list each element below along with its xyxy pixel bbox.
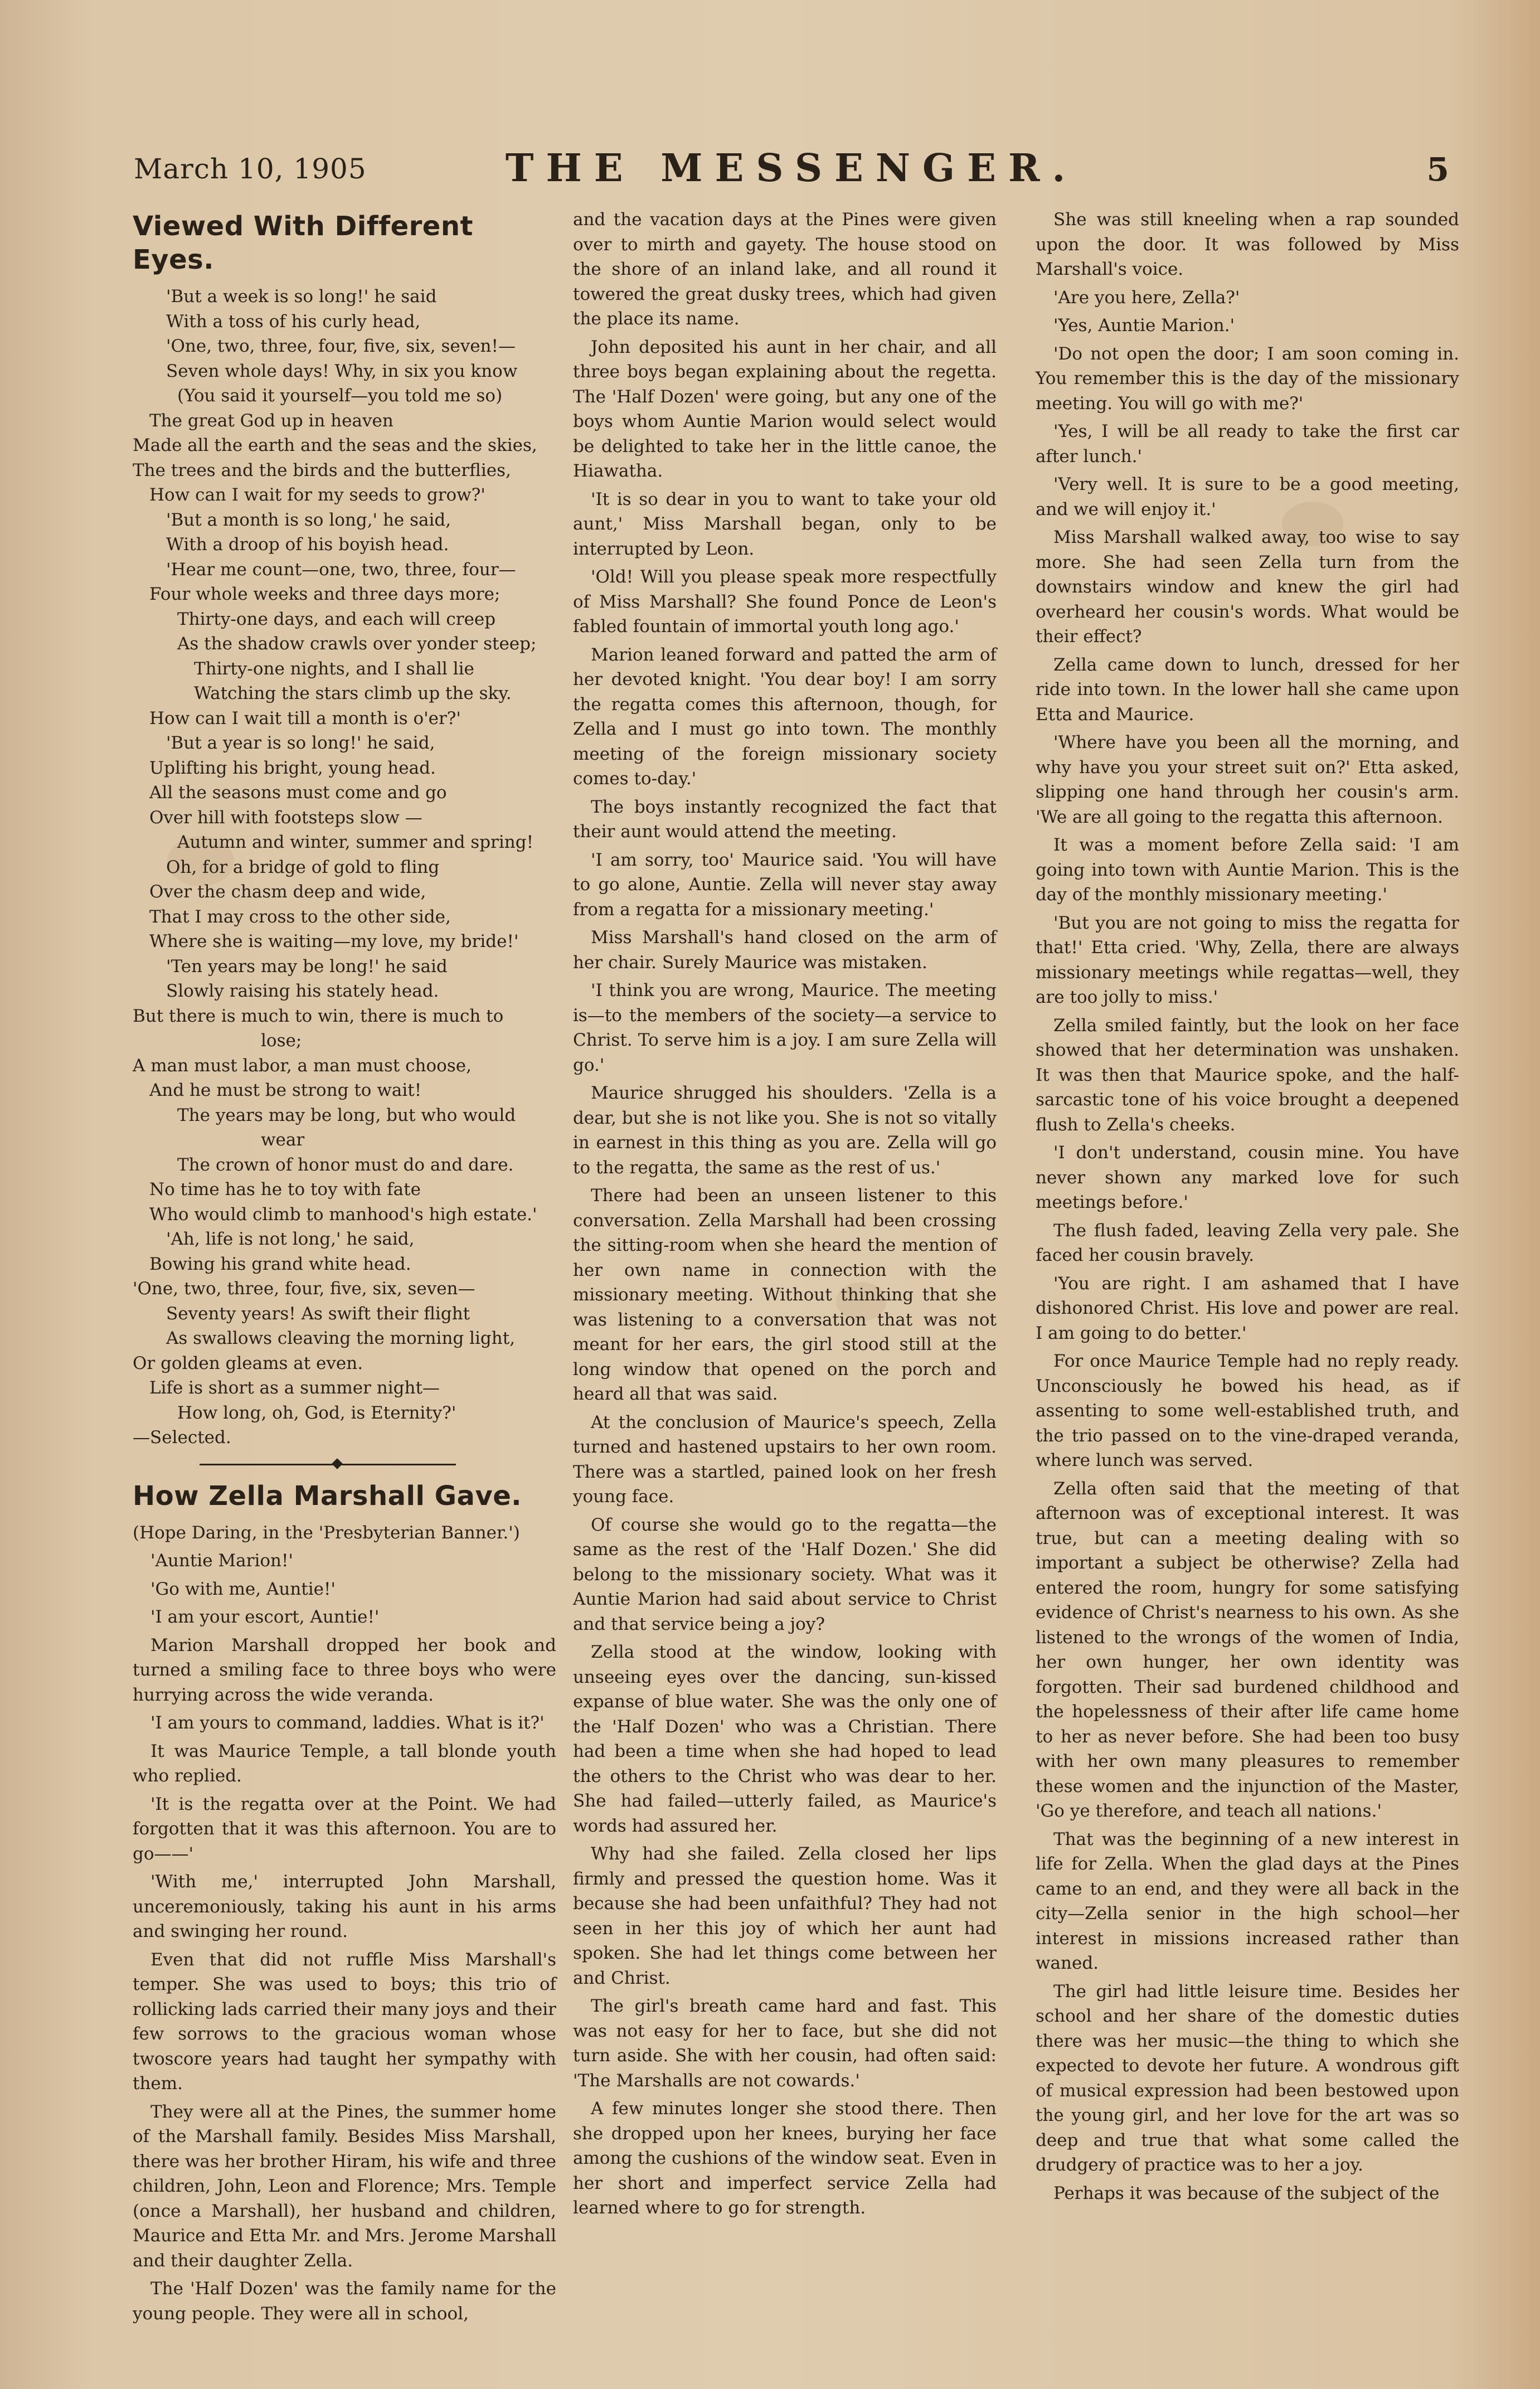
masthead (134, 146, 1449, 191)
poem-line: Thirty-one nights, and I shall lie (194, 658, 474, 679)
poem-line: The years may be long, but who would (177, 1105, 516, 1125)
page-number: 5 (1426, 150, 1449, 188)
poem-line: Thirty-one days, and each will creep (177, 609, 496, 629)
issue-date: March 10, 1905 (134, 153, 367, 185)
story-paragraph: 'I don't understand, cousin mine. You have never shown any marked love for such meetings before.' (1036, 1143, 1459, 1212)
poem-line: 'Hear me count—one, two, three, four— (166, 559, 516, 580)
story-paragraph: 'I think you are wrong, Maurice. The meeting is—to the members of the society—a service to Christ. To serve him is a joy. I am sure Zella will go.' (573, 980, 997, 1075)
poem-line: 'But a month is so long,' he said, (166, 509, 451, 530)
poem-line: As the shadow crawls over yonder steep; (177, 634, 537, 654)
story-paragraph: They were all at the Pines, the summer home of the Marshall family. Besides Miss Marshall, there was her brother Hiram, his wife and three children, John, Leon and Florence; Mrs. Temple (once a Marshall), her husband and children, Maurice and Etta Mr. and Mrs. Jerome Marshall and their daughter Zella. (133, 2101, 556, 2271)
story-paragraph: Zella smiled faintly, but the look on her face showed that her determination was unshaken. It was then that Maurice spoke, and the half-sarcastic tone of his voice brought a deepened flush to Zella's cheeks. (1036, 1015, 1459, 1135)
story-paragraph: Even that did not ruffle Miss Marshall's temper. She was used to boys; this trio of rollicking lads carried their many joys and their few sorrows to the gracious woman whose twoscore years had taught her sympathy with them. (133, 1949, 556, 2094)
poem-line: Oh, for a bridge of gold to fling (166, 857, 440, 877)
story-paragraph: Marion leaned forward and patted the arm of her devoted knight. 'You dear boy! I am sorry the regatta comes this afternoon, though, for Zella and I must go into town. The monthly meeting of the foreign missionary society comes to-day.' (573, 644, 997, 789)
poem-line: —Selected. (133, 1427, 231, 1448)
poem-line: How can I wait for my seeds to grow?' (149, 485, 485, 505)
poem-line: And he must be strong to wait! (149, 1080, 422, 1100)
story-paragraph: 'You are right. I am ashamed that I have dishonored Christ. His love and power are real. I am going to do better.' (1036, 1273, 1459, 1343)
poem-line: But there is much to win, there is much to (133, 1006, 504, 1026)
poem-line: No time has he to toy with fate (149, 1179, 421, 1200)
story-title: How Zella Marshall Gave. (133, 1480, 522, 1512)
poem-line: wear (261, 1130, 305, 1150)
story-paragraph: The girl had little leisure time. Besides her school and her share of the domestic duties there was her music—the thing to which she expected to devote her future. A wondrous gift of musical expression had been bestowed upon the young girl, and her love for the art was so deep and true that what some called the drudgery of practice was to her a joy. (1036, 1981, 1459, 2175)
story-paragraph: 'With me,' interrupted John Marshall, unceremoniously, taking his aunt in his arms and swinging her round. (133, 1872, 556, 1941)
poem-line: Watching the stars climb up the sky. (194, 683, 512, 703)
story-paragraph: The girl's breath came hard and fast. This was not easy for her to face, but she did not turn aside. She with her cousin, had often said: 'The Marshalls are not cowards.' (573, 1996, 997, 2091)
story-paragraph: 'Are you here, Zella?' (1053, 287, 1240, 308)
poem-line: Uplifting his bright, young head. (149, 758, 436, 778)
poem-line: Bowing his grand white head. (149, 1254, 411, 1274)
poem-line: As swallows cleaving the morning light, (166, 1328, 516, 1348)
story-credit: (Hope Daring, in the 'Presbyterian Banner.') (133, 1522, 520, 1543)
story-paragraph: 'Go with me, Auntie!' (150, 1579, 336, 1599)
poem-line: Seventy years! As swift their flight (166, 1303, 470, 1324)
newspaper-title: THE MESSENGER. (505, 146, 1078, 191)
story-body-part-2 (573, 207, 997, 2221)
story-paragraph: 'But you are not going to miss the regatta for that!' Etta cried. 'Why, Zella, there are always missionary meetings while regattas—well, they are too jolly to miss.' (1036, 912, 1459, 1007)
story-paragraph: 'Yes, Auntie Marion.' (1053, 315, 1235, 336)
story-paragraph: At the conclusion of Maurice's speech, Zella turned and hastened upstairs to her own room. There was a startled, pained look on her fresh young face. (573, 1412, 997, 1507)
story-paragraph: Of course she would go to the regatta—the same as the rest of the 'Half Dozen.' She did belong to the missionary society. What was it Auntie Marion had said about service to Christ and that service being a joy? (573, 1514, 997, 1634)
poem-line: All the seasons must come and go (149, 783, 447, 803)
story-paragraph: That was the beginning of a new interest in life for Zella. When the glad days at the Pines came to an end, and they were all back in the city—Zella senior in the high school—her interest in missions increased rather than waned. (1036, 1829, 1459, 1973)
poem-line: 'But a year is so long!' he said, (166, 733, 435, 753)
story-paragraph: A few minutes longer she stood there. Then she dropped upon her knees, burying her face among the cushions of the window seat. Even in her short and imperfect service Zella had learned where to go for strength. (573, 2099, 997, 2218)
story-paragraph: Zella stood at the window, looking with unseeing eyes over the dancing, sun-kissed expanse of blue water. She was the only one of the 'Half Dozen' who was a Christian. There had been a time when she had hoped to lead the others to the Christ who was dear to her. She had failed—utterly failed, as Maurice's words had assured her. (573, 1642, 997, 1836)
story-paragraph: 'I am your escort, Auntie!' (150, 1607, 380, 1627)
poem-line: Four whole weeks and three days more; (149, 584, 501, 604)
story-body-part-1 (133, 1548, 556, 2326)
poem-line: lose; (261, 1031, 302, 1051)
story-paragraph: Miss Marshall walked away, too wise to say more. She had seen Zella turn from the downstairs window and knew the girl had overheard her cousin's words. What would be their effect? (1036, 527, 1459, 647)
poem-line: Or golden gleams at even. (133, 1353, 363, 1373)
poem-line: Where she is waiting—my love, my bride!' (149, 931, 519, 951)
story-paragraph: Perhaps it was because of the subject of the (1053, 2183, 1440, 2203)
poem-line: The crown of honor must do and dare. (177, 1154, 514, 1175)
poem-line: 'One, two, three, four, five, six, seven!— (166, 336, 516, 356)
story-paragraph: 'It is so dear in you to want to take your old aunt,' Miss Marshall began, only to be interrupted by Leon. (573, 489, 997, 559)
story-paragraph: The 'Half Dozen' was the family name for the young people. They were all in school, (133, 2279, 556, 2324)
divider-ornament (332, 1458, 343, 1469)
story-paragraph: 'Auntie Marion!' (150, 1551, 293, 1571)
story-paragraph: 'Where have you been all the morning, and why have you your street suit on?' Etta asked, slipping one hand through her cousin's arm. 'We are all going to the regatta this afternoon. (1036, 732, 1459, 827)
story-paragraph: The boys instantly recognized the fact that their aunt would attend the meeting. (573, 797, 997, 842)
story-body-part-3 (1036, 207, 1459, 2206)
poem-line: 'Ten years may be long!' he said (166, 956, 448, 977)
poem-line: The great God up in heaven (149, 410, 393, 431)
story-paragraph: Zella often said that the meeting of that afternoon was of exceptional interest. It was true, but can a meeting dealing with so important a subject be otherwise? Zella had entered the room, hungry for some satisfying evidence of Christ's nearness to his own. As she listened to the wrongs of the women of India, her own hunger, her own identity was forgotten. Their sad burdened childhood and the hopelessness of their after life came home to her as never before. She had been too busy with her own many pleasures to remember these women and the injunction of the Master, 'Go ye therefore, and teach all nations.' (1036, 1478, 1459, 1821)
story-paragraph: 'I am sorry, too' Maurice said. 'You will have to go alone, Auntie. Zella will never stay away from a regatta for a missionary meeting.' (573, 849, 997, 920)
poem-line: That I may cross to the other side, (149, 906, 451, 927)
poem-line: 'But a week is so long!' he said (166, 287, 437, 307)
story-paragraph: She was still kneeling when a rap sounded upon the door. It was followed by Miss Marshall's voice. (1036, 210, 1459, 279)
poem-line: With a droop of his boyish head. (166, 535, 449, 555)
story-paragraph: and the vacation days at the Pines were given over to mirth and gayety. The house stood on the shore of an inland lake, and all round it towered the great dusky trees, which had given the place its name. (573, 210, 997, 329)
story-paragraph: 'Yes, I will be all ready to take the first car after lunch.' (1036, 421, 1459, 467)
poem-line: 'Ah, life is not long,' he said, (166, 1229, 415, 1249)
poem-line: With a toss of his curly head, (166, 311, 421, 332)
column-2 (573, 207, 997, 2247)
poem-line: How can I wait till a month is o'er?' (149, 708, 461, 729)
story-paragraph: It was Maurice Temple, a tall blonde youth who replied. (133, 1741, 556, 1786)
poem-line: Who would climb to manhood's high estate.' (149, 1204, 537, 1225)
story-paragraph: Maurice shrugged his shoulders. 'Zella is a dear, but she is not like you. She is not so vitally in earnest in this thing as you are. Zella will go to the regatta, the same as the rest of us.' (573, 1083, 997, 1178)
column-3 (1036, 207, 1459, 2247)
poem-line: Autumn and winter, summer and spring! (177, 832, 534, 852)
story-paragraph: 'I am yours to command, laddies. What is it?' (150, 1713, 545, 1733)
story-paragraph: 'Old! Will you please speak more respectfully of Miss Marshall? She found Ponce de Leon's fabled fountain of immortal youth long ago.' (573, 567, 997, 637)
poem-line: (You said it yourself—you told me so) (177, 386, 503, 406)
story-paragraph: Marion Marshall dropped her book and turned a smiling face to three boys who were hurrying across the wide veranda. (133, 1635, 556, 1705)
story-paragraph: The flush faded, leaving Zella very pale. She faced her cousin bravely. (1036, 1220, 1459, 1265)
story-paragraph: Why had she failed. Zella closed her lips firmly and pressed the question home. Was it because she had been unfaithful? They had not seen in her this joy of which her aunt had spoken. She had let things come between her and Christ. (573, 1844, 997, 1988)
story-paragraph: John deposited his aunt in her chair, and all three boys began explaining about the regetta. The 'Half Dozen' were going, but any one of the boys whom Auntie Marion would select would be delighted to take her in the little canoe, the Hiawatha. (573, 337, 997, 481)
poem-line: Made all the earth and the seas and the skies, (133, 435, 537, 455)
divider-line (200, 1464, 456, 1465)
poem-body (133, 284, 556, 1450)
poem-line: The trees and the birds and the butterflies, (133, 460, 511, 480)
story-paragraph: There had been an unseen listener to this conversation. Zella Marshall had been crossing the sitting-room when she heard the mention of her own name in connection with the missionary meeting. Without thinking that she was listening to a conversation that was not meant for her ears, the girl stood still at the long window that opened on the porch and heard all that was said. (573, 1186, 997, 1404)
story-paragraph: It was a moment before Zella said: 'I am going into town with Auntie Marion. This is the day of the monthly missionary meeting.' (1036, 835, 1459, 905)
story-paragraph: 'Very well. It is sure to be a good meeting, and we will enjoy it.' (1036, 474, 1459, 519)
story-paragraph: Miss Marshall's hand closed on the arm of her chair. Surely Maurice was mistaken. (573, 928, 997, 973)
story-paragraph: 'It is the regatta over at the Point. We had forgotten that it was this afternoon. You are to go——' (133, 1794, 556, 1864)
poem-line: Over the chasm deep and wide, (149, 882, 426, 902)
section-divider (133, 1456, 556, 1473)
poem-line: Life is short as a summer night— (149, 1378, 440, 1398)
poem-line: Over hill with footsteps slow — (149, 807, 422, 828)
poem-line: How long, oh, God, is Eternity?' (177, 1402, 456, 1423)
poem-line: Slowly raising his stately head. (166, 981, 439, 1001)
story-paragraph: 'Do not open the door; I am soon coming in. You remember this is the day of the missionary meeting. You will go with me?' (1036, 343, 1459, 414)
poem-line: Seven whole days! Why, in six you know (166, 361, 518, 381)
story-paragraph: For once Maurice Temple had no reply ready. Unconsciously he bowed his head, as if assenting to some well-established truth, and the trio passed on to the vine-draped veranda, where lunch was served. (1036, 1351, 1459, 1470)
poem-line: 'One, two, three, four, five, six, seven— (133, 1279, 475, 1299)
poem-title: Viewed With Different Eyes. (133, 211, 473, 275)
story-paragraph: Zella came down to lunch, dressed for her ride into town. In the lower hall she came upon Etta and Maurice. (1036, 654, 1459, 725)
poem-line: A man must labor, a man must choose, (133, 1055, 472, 1076)
column-1 (133, 207, 556, 2324)
